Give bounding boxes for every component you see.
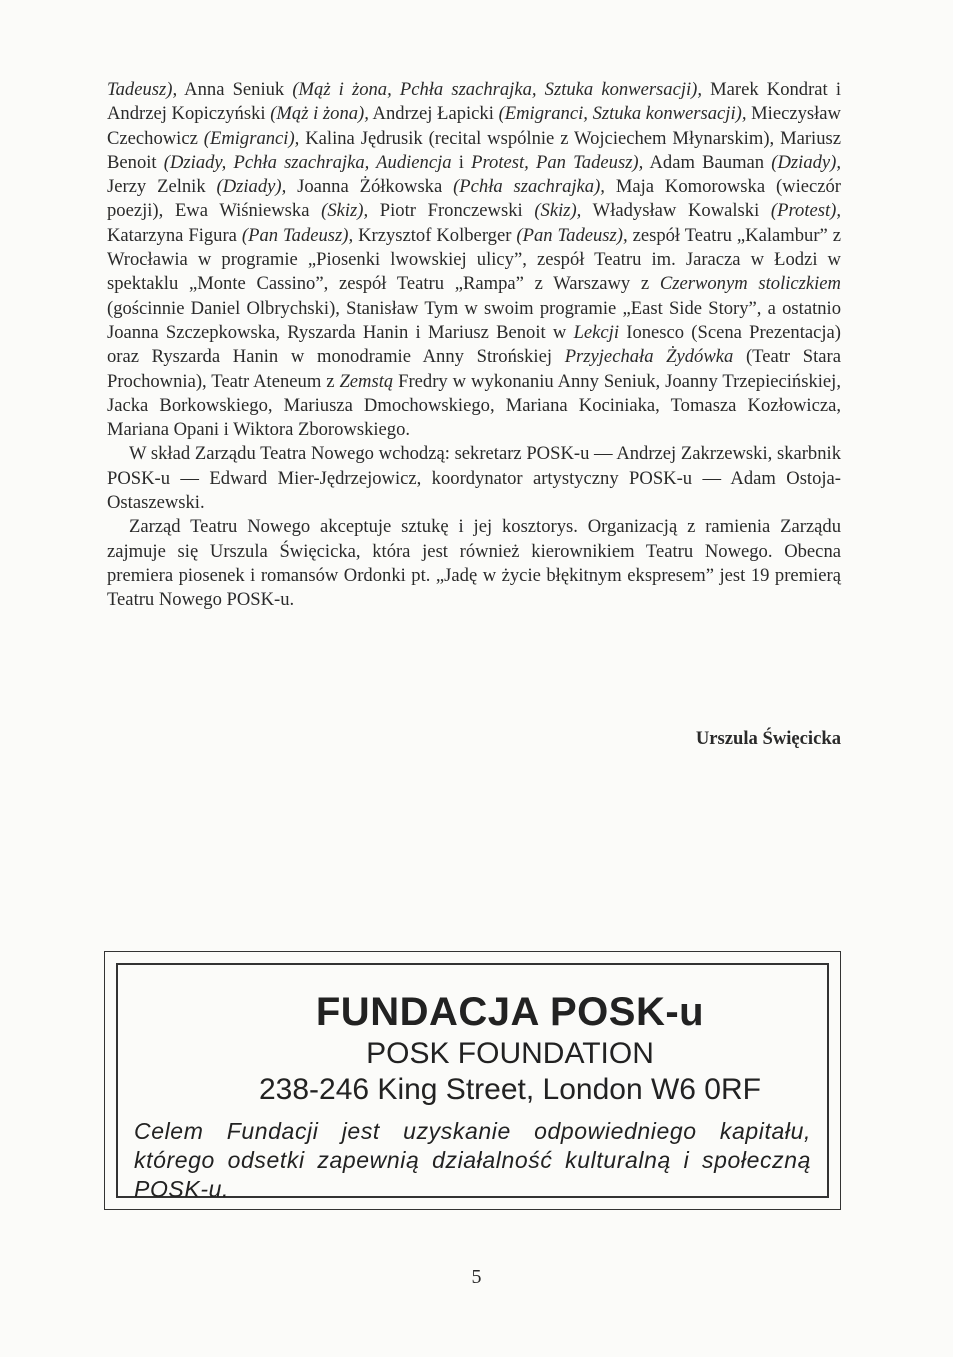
text-run: i [451,151,472,173]
foundation-description: Celem Fundacji jest uzyskanie odpowiedniego kapitału, którego odsetki zapewnią działalność kulturalną i społeczną POSK-u. [134,1118,811,1202]
text-run: (Teatr Stara Prochownia), Teatr Ateneum z [107,346,841,392]
text-run: Władysław Kowalski [581,200,771,222]
text-run: Kalina Jędrusik (recital wspólnie z Wojciechem Młynarskim), Mariusz Benoit [107,127,841,173]
article-body [107,78,841,613]
foundation-title: FUNDACJA POSK-u [315,990,705,1034]
text-run: Fredry w wykonaniu Anny Seniuk, Joanny Trzepiecińskiej, Jacka Borkowskiego, Mariusza Dmochowskiego, Mariana Kociniaka, Tomasza Kozłowicza, Mariana Opani i Wiktora Zborowskiego. [107,370,841,441]
italic-title-run: Przyjechała Żydówka [564,346,734,368]
text-run: Anna Seniuk [177,79,293,100]
text-run: Mieczysław Czechowicz [107,103,841,149]
text-run: Zarząd Teatru Nowego akceptuje sztukę i jej kosztorys. Organizacją z ramienia Zarządu zajmuje się Urszula Święcicka, która jest również kierownikiem Teatru Nowego. Obecna premiera piosenek i romansów Ordonki pt. „Jadę w życie błękitnym ekspresem” jest 19 premierą Teatru Nowego POSK-u. [107,516,841,611]
italic-title-run: (Skiz), [534,200,582,222]
text-run: Piotr Fronczewski [368,200,535,222]
author-signature: Urszula Święcicka [695,728,841,749]
text-run: Krzysztof Kolberger [353,224,517,246]
foundation-advert-inner-frame [116,963,829,1202]
italic-title-run: (Pchła szachrajka), [453,176,605,198]
italic-title-run: (Mąż i żona, Pchła szachrajka, Sztuka konwersacji), [292,79,703,100]
text-run: Adam Bauman [643,151,772,173]
article-paragraph-3 [107,515,841,612]
italic-title-run: Protest, Pan Tadeusz), [471,151,644,173]
text-run: zespół Teatru „Kalambur” z Wrocławia w programie „Piosenki lwowskiej ulicy”, zespół Teatru im. Jaracza w Łodzi w spektaklu „Monte Cassino”, zespół Teatru „Rampa” z Warszawy z [107,224,842,295]
italic-title-run: (Skiz), [321,200,369,222]
foundation-subtitle: POSK FOUNDATION [366,1037,654,1070]
italic-title-run: Czerwonym stoliczkiem [659,273,841,295]
italic-title-run: (Emigranci, Sztuka konwersacji), [498,103,747,125]
article-paragraph-1 [107,78,841,442]
page-number: 5 [471,1266,482,1288]
italic-title-run: (Emigranci), [203,127,300,149]
text-run: Marek Kondrat i Andrzej Kopiczyński [107,79,842,125]
italic-title-run: (Mąż i żona), [270,103,369,125]
text-run: Ionesco (Scena Prezentacja) oraz Ryszarda Hanin w monodramie Anny Strońskiej [107,321,841,368]
italic-title-run: Lekcji [573,321,620,343]
text-run: W skład Zarządu Teatra Nowego wchodzą: sekretarz POSK-u — Andrzej Zakrzewski, skarbnik POSK-u — Edward Mier-Jędrzejowicz, koordynator artystyczny POSK-u — Adam Ostoja-Ostaszewski. [107,443,841,514]
text-run: Jerzy Zelnik [107,176,217,198]
italic-title-run: (Pan Tadeusz), [241,224,354,246]
italic-title-run: (Dziady, Pchła szachrajka, Audiencja [163,151,452,173]
italic-title-run: Zemstą [339,370,394,392]
italic-title-run: Tadeusz), [107,79,178,100]
italic-title-run: (Protest), [770,200,841,222]
italic-title-run: (Dziady), [771,151,842,173]
italic-title-run: (Dziady), [216,176,287,198]
text-run: Andrzej Łapicki [368,103,499,125]
foundation-advert-box [104,951,841,1210]
article-paragraph-2 [107,442,841,515]
text-run: Katarzyna Figura [107,224,242,246]
text-run: Joanna Żółkowska [286,176,454,198]
text-run: Maja Komorowska (wieczór poezji), Ewa Wiśniewska [107,176,841,222]
italic-title-run: (Pan Tadeusz), [516,224,628,246]
foundation-address: 238-246 King Street, London W6 0RF [259,1073,761,1106]
text-run: (gościnnie Daniel Olbrychski), Stanisław Tym w swoim programie „East Side Story”, a ostatnio Joanna Szczepkowska, Ryszarda Hanin i Mariusz Benoit w [107,297,841,343]
